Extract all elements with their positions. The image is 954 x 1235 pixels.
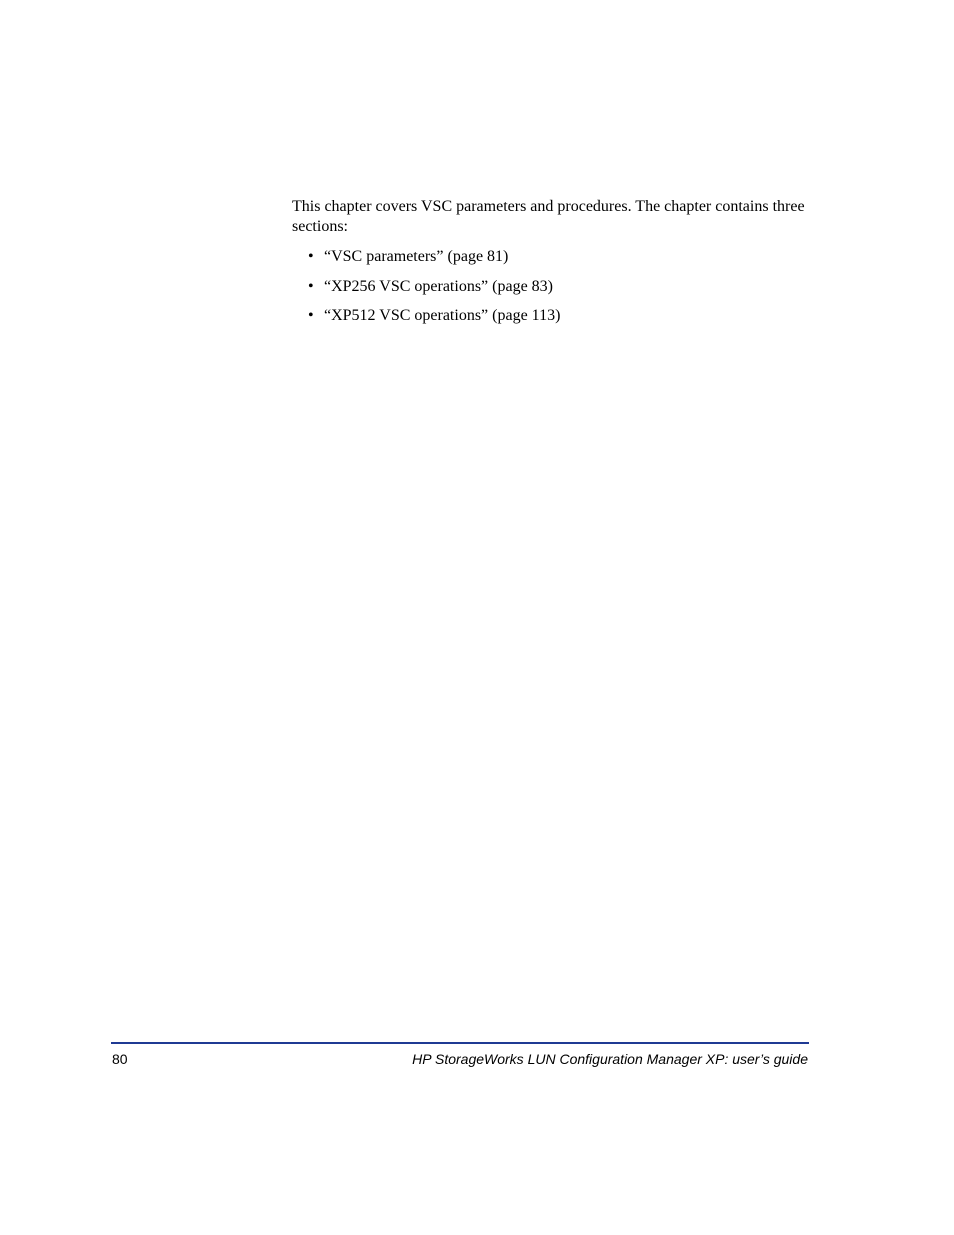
section-list-item-xp256-vsc-operations: [308, 277, 560, 297]
section-link-xp512-vsc-operations[interactable]: “XP512 VSC operations” (page 113): [324, 307, 561, 324]
page-number: 80: [112, 1051, 128, 1067]
section-link-vsc-parameters[interactable]: “VSC parameters” (page 81): [324, 248, 509, 265]
footer-running-title: HP StorageWorks LUN Configuration Manager XP: user’s guide: [412, 1051, 808, 1067]
section-list-item-vsc-parameters: [308, 247, 560, 267]
bullet-icon: •: [308, 248, 314, 265]
bullet-icon: •: [308, 307, 314, 324]
bullet-icon: •: [308, 277, 314, 295]
section-link-xp256-vsc-operations[interactable]: “XP256 VSC operations” (page 83): [324, 277, 553, 295]
footer-divider: [111, 1042, 809, 1044]
section-list: [308, 247, 560, 336]
section-list-item-xp512-vsc-operations: [308, 306, 560, 326]
intro-paragraph: This chapter covers VSC parameters and procedures. The chapter contains three sections:: [292, 198, 805, 235]
